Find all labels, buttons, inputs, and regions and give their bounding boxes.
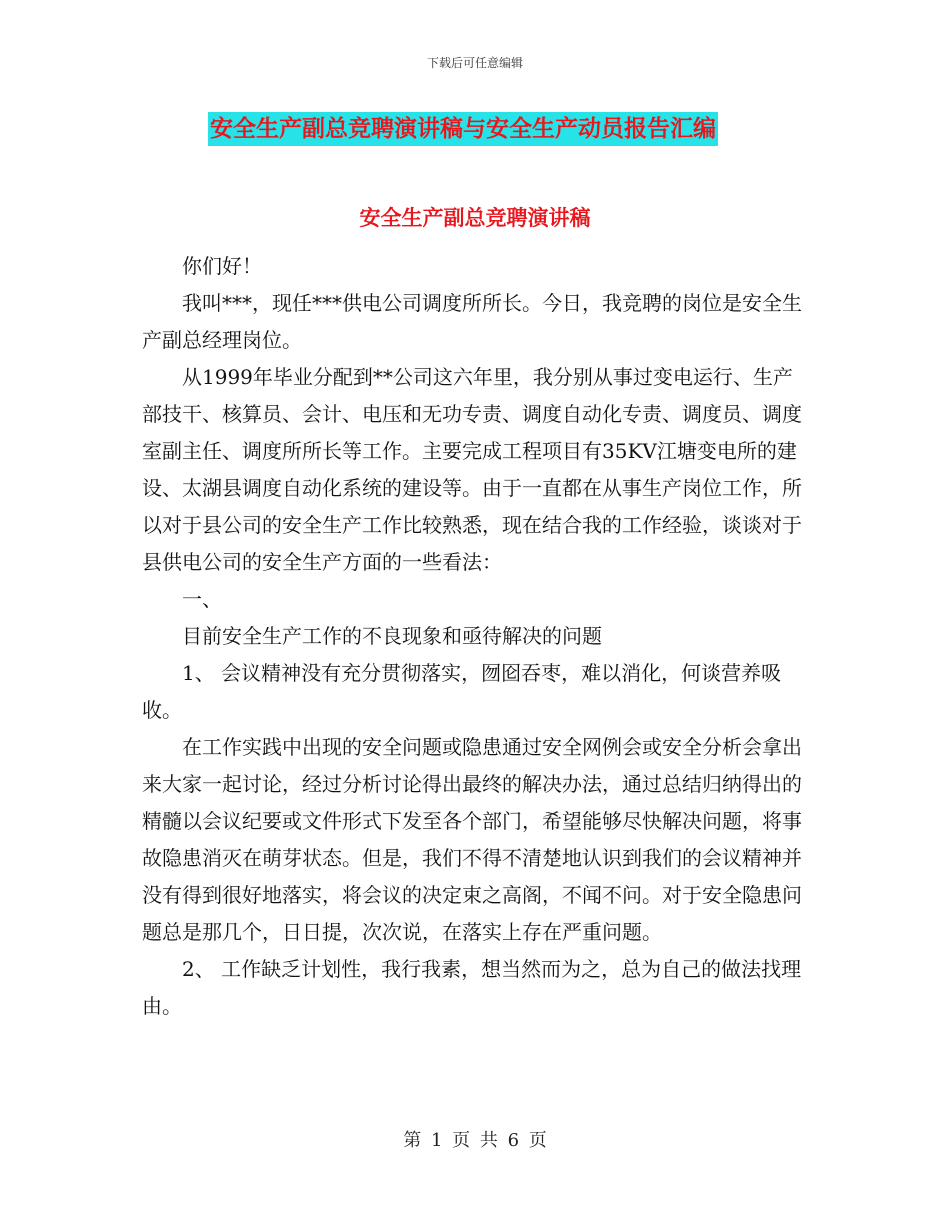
- paragraph-heading-problems: 目前安全生产工作的不良现象和亟待解决的问题: [182, 624, 602, 648]
- page-header-note: 下载后可任意编辑: [426, 56, 523, 70]
- section-title: 安全生产副总竞聘演讲稿: [359, 205, 591, 230]
- paragraph-point-1-detail: 在工作实践中出现的安全问题或隐患通过安全网例会或安全分析会拿出来大家一起讨论，经过分析讨论得出最终的解决办法，通过总结归纳得出的精髓以会议纪要或文件形式下发至各个部门，希望能够尽快解决问题，将事故隐患消灭在萌芽状态。但是，我们不得不清楚地认识到我们的会议精神并没有得到很好地落实，将会议的决定束之高阁，不闻不问。对于安全隐患问题总是那几个，日日提，次次说，在落实上存在严重问题。: [142, 735, 802, 944]
- paragraph-introduction: 我叫***，现任***供电公司调度所所长。今日，我竞聘的岗位是安全生产副总经理岗位。: [142, 291, 802, 352]
- document-title: 安全生产副总竞聘演讲稿与安全生产动员报告汇编: [208, 112, 718, 146]
- page-number: 第 1 页 共 6 页: [403, 1130, 547, 1151]
- paragraph-heading-number: 一、: [182, 587, 222, 611]
- paragraph-point-1: 1、 会议精神没有充分贯彻落实，囫囵吞枣，难以消化，何谈营养吸收。: [142, 661, 782, 722]
- paragraph-point-2: 2、 工作缺乏计划性，我行我素，想当然而为之，总为自己的做法找理由。: [142, 957, 802, 1018]
- document-body: [142, 248, 802, 1025]
- paragraph-greeting: 你们好！: [182, 254, 262, 278]
- paragraph-experience: 从1999年毕业分配到**公司这六年里，我分别从事过变电运行、生产部技干、核算员、会计、电压和无功专责、调度自动化专责、调度员、调度室副主任、调度所所长等工作。主要完成工程项目有35KV江塘变电所的建设、太湖县调度自动化系统的建设等。由于一直都在从事生产岗位工作，所以对于县公司的安全生产工作比较熟悉，现在结合我的工作经验，谈谈对于县供电公司的安全生产方面的一些看法：: [142, 365, 802, 574]
